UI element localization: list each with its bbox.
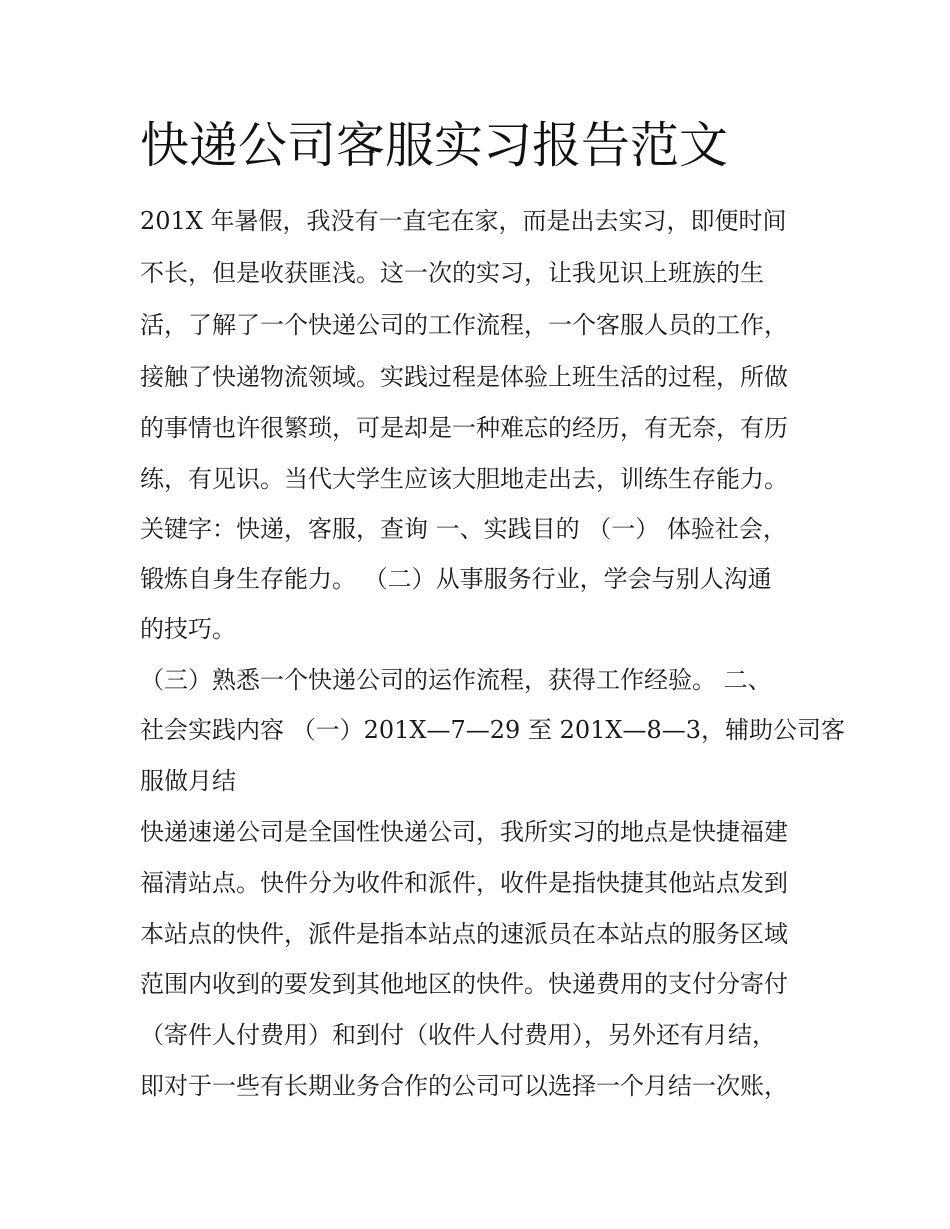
body-line: 活，了解了一个快递公司的工作流程，一个客服人员的工作，: [140, 311, 788, 339]
body-line: 不长，但是收获匪浅。这一次的实习，让我见识上班族的生: [140, 259, 764, 287]
body-line: 服做月结: [140, 767, 236, 795]
body-line: 社会实践内容 （一）201X—7—29 至 201X—8—3，辅助公司客: [140, 716, 846, 744]
body-line: 练，有见识。当代大学生应该大胆地走出去，训练生存能力。: [140, 465, 788, 493]
body-line: 的技巧。: [140, 615, 236, 643]
body-line: 即对于一些有长期业务合作的公司可以选择一个月结一次账，: [140, 1072, 788, 1100]
body-line: 接触了快递物流领域。实践过程是体验上班生活的过程，所做: [140, 363, 788, 391]
body-line: 范围内收到的要发到其他地区的快件。快递费用的支付分寄付: [140, 970, 788, 998]
body-line: 的事情也许很繁琐，可是却是一种难忘的经历，有无奈，有历: [140, 414, 788, 442]
body-line: （三）熟悉一个快递公司的运作流程，获得工作经验。 二、: [140, 666, 772, 694]
body-line: 本站点的快件，派件是指本站点的速派员在本站点的服务区域: [140, 920, 788, 948]
body-line: （寄件人付费用）和到付（收件人付费用），另外还有月结，: [140, 1021, 776, 1049]
body-line: 201X 年暑假，我没有一直宅在家，而是出去实习，即便时间: [140, 207, 787, 235]
body-line: 关键字：快递，客服，查询 一、实践目的 （一） 体验社会，: [140, 515, 787, 543]
body-line: 快递速递公司是全国性快递公司，我所实习的地点是快捷福建: [140, 818, 788, 846]
body-line: 福清站点。快件分为收件和派件，收件是指快捷其他站点发到: [140, 869, 788, 897]
document-title: 快递公司客服实习报告范文: [140, 117, 729, 174]
body-line: 锻炼自身生存能力。 （二）从事服务行业，学会与别人沟通: [140, 565, 772, 593]
